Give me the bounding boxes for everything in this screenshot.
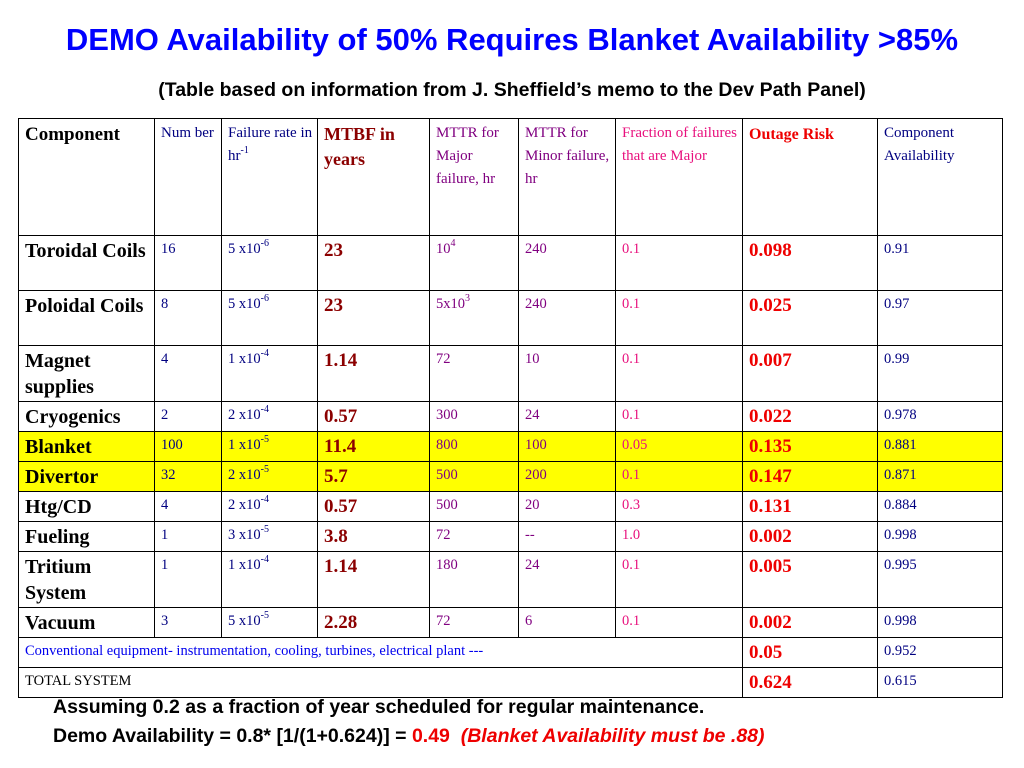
footnote-demo-availability bbox=[53, 725, 765, 748]
outage-risk: 0.147 bbox=[743, 462, 878, 492]
failure-rate bbox=[222, 462, 318, 492]
mttr-major-base: 10 bbox=[436, 241, 451, 257]
failure-rate bbox=[222, 432, 318, 462]
fraction-major: 0.1 bbox=[616, 346, 743, 402]
failure-rate-mantissa: 2 x10 bbox=[228, 497, 261, 513]
table-body bbox=[19, 236, 1003, 698]
component-name: Blanket bbox=[19, 432, 155, 462]
mtbf-value: 23 bbox=[318, 291, 430, 346]
mttr-major-base: 72 bbox=[436, 351, 451, 367]
component-availability: 0.881 bbox=[878, 432, 1003, 462]
outage-risk: 0.002 bbox=[743, 608, 878, 638]
failure-rate-mantissa: 5 x10 bbox=[228, 241, 261, 257]
failure-rate-mantissa: 5 x10 bbox=[228, 613, 261, 629]
mtbf-value: 2.28 bbox=[318, 608, 430, 638]
failure-rate-mantissa: 2 x10 bbox=[228, 467, 261, 483]
fraction-major: 0.1 bbox=[616, 462, 743, 492]
component-number: 32 bbox=[155, 462, 222, 492]
outage-risk: 0.022 bbox=[743, 402, 878, 432]
mttr-major-base: 800 bbox=[436, 437, 458, 453]
failure-rate-mantissa: 1 x10 bbox=[228, 557, 261, 573]
fraction-major: 0.1 bbox=[616, 608, 743, 638]
fraction-major: 1.0 bbox=[616, 522, 743, 552]
mttr-major bbox=[430, 432, 519, 462]
failure-rate-exponent: -4 bbox=[260, 404, 269, 416]
mtbf-value: 1.14 bbox=[318, 552, 430, 608]
component-availability: 0.884 bbox=[878, 492, 1003, 522]
total-label: TOTAL SYSTEM bbox=[19, 668, 743, 698]
outage-risk: 0.131 bbox=[743, 492, 878, 522]
failure-rate bbox=[222, 346, 318, 402]
mttr-major-base: 500 bbox=[436, 497, 458, 513]
component-number: 2 bbox=[155, 402, 222, 432]
failure-rate-mantissa: 5 x10 bbox=[228, 296, 261, 312]
footnote-blanket-note: (Blanket Availability must be .88) bbox=[460, 725, 765, 747]
component-availability: 0.97 bbox=[878, 291, 1003, 346]
table-header-row bbox=[19, 119, 1003, 236]
failure-rate bbox=[222, 402, 318, 432]
header-fraction-major: Fraction of failures that are Major bbox=[616, 119, 743, 236]
mttr-major-base: 180 bbox=[436, 557, 458, 573]
component-number: 100 bbox=[155, 432, 222, 462]
mtbf-value: 3.8 bbox=[318, 522, 430, 552]
fraction-major: 0.1 bbox=[616, 291, 743, 346]
failure-rate-exponent: -4 bbox=[260, 494, 269, 506]
mtbf-value: 1.14 bbox=[318, 346, 430, 402]
failure-rate-exponent: -4 bbox=[260, 348, 269, 360]
mttr-major bbox=[430, 402, 519, 432]
component-availability: 0.978 bbox=[878, 402, 1003, 432]
table-row bbox=[19, 236, 1003, 291]
footnote-result: 0.49 bbox=[411, 725, 450, 747]
outage-risk: 0.025 bbox=[743, 291, 878, 346]
fraction-major: 0.3 bbox=[616, 492, 743, 522]
header-failure-rate bbox=[222, 119, 318, 236]
mttr-minor: 24 bbox=[519, 402, 616, 432]
failure-rate bbox=[222, 522, 318, 552]
component-availability: 0.998 bbox=[878, 522, 1003, 552]
mtbf-value: 23 bbox=[318, 236, 430, 291]
mttr-minor: 20 bbox=[519, 492, 616, 522]
mttr-minor: -- bbox=[519, 522, 616, 552]
failure-rate-exponent: -4 bbox=[260, 554, 269, 566]
header-failure-rate-exponent: -1 bbox=[240, 145, 249, 156]
mtbf-value: 0.57 bbox=[318, 492, 430, 522]
header-mttr-minor: MTTR for Minor failure, hr bbox=[519, 119, 616, 236]
mttr-minor: 240 bbox=[519, 236, 616, 291]
component-name: Tritium System bbox=[19, 552, 155, 608]
table-row bbox=[19, 462, 1003, 492]
table-row bbox=[19, 552, 1003, 608]
component-number: 8 bbox=[155, 291, 222, 346]
mttr-major bbox=[430, 492, 519, 522]
mtbf-value: 11.4 bbox=[318, 432, 430, 462]
slide-subtitle: (Table based on information from J. Sheffield’s memo to the Dev Path Panel) bbox=[158, 79, 866, 101]
header-mtbf: MTBF in years bbox=[318, 119, 430, 236]
total-outage-risk: 0.624 bbox=[743, 668, 878, 698]
table-row bbox=[19, 608, 1003, 638]
component-number: 1 bbox=[155, 522, 222, 552]
outage-risk: 0.007 bbox=[743, 346, 878, 402]
table-row bbox=[19, 346, 1003, 402]
component-name: Poloidal Coils bbox=[19, 291, 155, 346]
fraction-major: 0.1 bbox=[616, 236, 743, 291]
component-number: 4 bbox=[155, 346, 222, 402]
failure-rate bbox=[222, 552, 318, 608]
failure-rate-exponent: -5 bbox=[260, 464, 269, 476]
header-component: Component bbox=[19, 119, 155, 236]
mttr-minor: 240 bbox=[519, 291, 616, 346]
component-availability: 0.998 bbox=[878, 608, 1003, 638]
mttr-major bbox=[430, 552, 519, 608]
component-availability: 0.995 bbox=[878, 552, 1003, 608]
conventional-row bbox=[19, 638, 1003, 668]
fraction-major: 0.05 bbox=[616, 432, 743, 462]
slide-title: DEMO Availability of 50% Requires Blanket Availability >85% bbox=[65, 22, 959, 57]
failure-rate-exponent: -5 bbox=[260, 434, 269, 446]
mttr-minor: 200 bbox=[519, 462, 616, 492]
failure-rate-exponent: -6 bbox=[260, 238, 269, 250]
conventional-label: Conventional equipment- instrumentation, cooling, turbines, electrical plant --- bbox=[19, 638, 743, 668]
failure-rate-exponent: -5 bbox=[260, 524, 269, 536]
mttr-major bbox=[430, 291, 519, 346]
table-row bbox=[19, 432, 1003, 462]
failure-rate-mantissa: 1 x10 bbox=[228, 351, 261, 367]
component-number: 3 bbox=[155, 608, 222, 638]
component-availability: 0.99 bbox=[878, 346, 1003, 402]
mttr-major bbox=[430, 522, 519, 552]
mttr-major-exponent: 3 bbox=[465, 293, 470, 305]
component-number: 1 bbox=[155, 552, 222, 608]
failure-rate bbox=[222, 492, 318, 522]
mtbf-value: 0.57 bbox=[318, 402, 430, 432]
failure-rate bbox=[222, 236, 318, 291]
outage-risk: 0.002 bbox=[743, 522, 878, 552]
mttr-minor: 6 bbox=[519, 608, 616, 638]
outage-risk: 0.098 bbox=[743, 236, 878, 291]
outage-risk: 0.005 bbox=[743, 552, 878, 608]
total-row bbox=[19, 668, 1003, 698]
mttr-major bbox=[430, 236, 519, 291]
component-name: Htg/CD bbox=[19, 492, 155, 522]
header-mttr-major: MTTR for Major failure, hr bbox=[430, 119, 519, 236]
component-name: Cryogenics bbox=[19, 402, 155, 432]
header-component-availability: Component Availability bbox=[878, 119, 1003, 236]
component-availability: 0.91 bbox=[878, 236, 1003, 291]
mttr-major bbox=[430, 608, 519, 638]
component-number: 16 bbox=[155, 236, 222, 291]
table-row bbox=[19, 492, 1003, 522]
component-name: Toroidal Coils bbox=[19, 236, 155, 291]
table-row bbox=[19, 522, 1003, 552]
fraction-major: 0.1 bbox=[616, 552, 743, 608]
outage-risk: 0.135 bbox=[743, 432, 878, 462]
mttr-major bbox=[430, 462, 519, 492]
mttr-major-base: 300 bbox=[436, 407, 458, 423]
component-name: Divertor bbox=[19, 462, 155, 492]
mttr-major-base: 5x10 bbox=[436, 296, 465, 312]
conventional-availability: 0.952 bbox=[878, 638, 1003, 668]
failure-rate-mantissa: 3 x10 bbox=[228, 527, 261, 543]
failure-rate bbox=[222, 291, 318, 346]
mttr-major-base: 72 bbox=[436, 527, 451, 543]
failure-rate-exponent: -5 bbox=[260, 610, 269, 622]
footnote-formula: Demo Availability = 0.8* [1/(1+0.624)] = bbox=[53, 725, 412, 747]
mttr-major-exponent: 4 bbox=[450, 238, 456, 250]
fraction-major: 0.1 bbox=[616, 402, 743, 432]
component-availability: 0.871 bbox=[878, 462, 1003, 492]
mttr-major bbox=[430, 346, 519, 402]
mttr-major-base: 72 bbox=[436, 613, 451, 629]
header-number: Num ber bbox=[155, 119, 222, 236]
table-row bbox=[19, 291, 1003, 346]
mttr-minor: 10 bbox=[519, 346, 616, 402]
header-outage-risk: Outage Risk bbox=[743, 119, 878, 236]
failure-rate-exponent: -6 bbox=[260, 293, 269, 305]
header-failure-rate-text: Failure rate in hr bbox=[228, 125, 313, 164]
mtbf-value: 5.7 bbox=[318, 462, 430, 492]
footnote-maintenance: Assuming 0.2 as a fraction of year scheduled for regular maintenance. bbox=[53, 696, 705, 718]
table-row bbox=[19, 402, 1003, 432]
component-name: Vacuum bbox=[19, 608, 155, 638]
component-name: Fueling bbox=[19, 522, 155, 552]
failure-rate-mantissa: 1 x10 bbox=[228, 437, 261, 453]
mttr-minor: 24 bbox=[519, 552, 616, 608]
failure-rate bbox=[222, 608, 318, 638]
failure-rate-mantissa: 2 x10 bbox=[228, 407, 261, 423]
total-availability: 0.615 bbox=[878, 668, 1003, 698]
conventional-outage-risk: 0.05 bbox=[743, 638, 878, 668]
component-name: Magnet supplies bbox=[19, 346, 155, 402]
availability-table bbox=[18, 118, 1003, 698]
component-number: 4 bbox=[155, 492, 222, 522]
mttr-minor: 100 bbox=[519, 432, 616, 462]
mttr-major-base: 500 bbox=[436, 467, 458, 483]
